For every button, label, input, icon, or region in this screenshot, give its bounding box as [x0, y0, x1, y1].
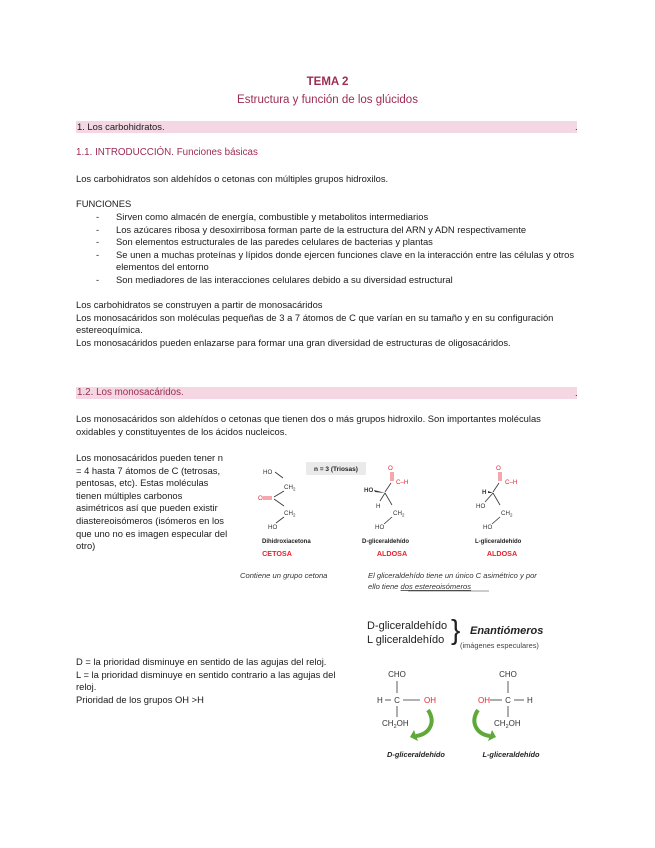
svg-text:OH: OH — [478, 696, 490, 705]
caption-cetona: Contiene un grupo cetona — [240, 571, 328, 580]
svg-text:H: H — [376, 503, 381, 510]
svg-text:C: C — [505, 696, 511, 705]
fischer-d-label: D-gliceraldehído — [387, 750, 445, 759]
page-title: TEMA 2 — [306, 76, 349, 88]
svg-text:C–H: C–H — [505, 479, 518, 486]
aldosa-label-l: ALDOSA — [486, 549, 518, 558]
page-subtitle: Estructura y función de los glúcidos — [237, 94, 418, 106]
subsection-heading-intro: 1.1. INTRODUCCIÓN. Funciones básicas — [76, 147, 258, 158]
svg-text:H: H — [482, 489, 487, 496]
svg-text:CHO: CHO — [388, 670, 406, 679]
list-item: - Son mediadores de las interacciones celulares debido a su diversidad estructural — [96, 273, 453, 285]
section-heading-2-dot: . — [575, 387, 578, 398]
paragraph-line: Los monosacáridos son moléculas pequeñas de 3 a 7 átomos de C que varían en su tamaño y en su configuración estereoquímica. — [76, 311, 554, 336]
aldosa-label-d: ALDOSA — [376, 549, 408, 558]
cetosa-label: CETOSA — [262, 549, 292, 558]
paragraph-line: Los monosacáridos pueden enlazarse para formar una gran diversidad de estructuras de oligosacáridos. — [76, 336, 511, 348]
list-item: - Se unen a muchas proteínas y lípidos donde ejercen funciones clave en la interacción entre las células y otros elementos del entorno — [96, 248, 575, 273]
svg-text:CH2: $CH_2$ — [393, 510, 405, 518]
svg-text:OH: OH — [424, 696, 436, 705]
rule-line: Prioridad de los grupos OH >H — [76, 693, 204, 705]
svg-text:CH2: $CH_2$ — [284, 484, 296, 492]
rule-line: D = la prioridad disminuye en sentido de las agujas del reloj. — [76, 656, 327, 667]
triosas-label: n = 3 (Triosas) — [314, 466, 358, 473]
funciones-heading: FUNCIONES — [76, 198, 132, 209]
svg-text:HO: HO — [364, 487, 374, 494]
svg-text:C–H: C–H — [396, 479, 409, 486]
list-item: - Sirven como almacén de energía, combustible y metabolitos intermediarios — [96, 211, 429, 222]
svg-text:HO: HO — [375, 524, 385, 531]
svg-text:H: H — [527, 696, 533, 705]
svg-text:CH2: $CH_2$ — [284, 510, 296, 518]
svg-text:C: C — [394, 696, 400, 705]
list-item: - Son elementos estructurales de las paredes celulares de bacterias y plantas — [96, 236, 433, 248]
section-heading-2: 1.2. Los monosacáridos. — [77, 387, 184, 398]
enantio-bracket: } — [451, 614, 461, 645]
svg-text:HO: HO — [483, 524, 493, 531]
fischer-l — [474, 670, 533, 741]
d-gliceraldehido-name: D-gliceraldehído — [362, 539, 410, 545]
fischer-l-label: L-gliceraldehído — [482, 750, 540, 759]
svg-text:HO: HO — [476, 503, 486, 510]
enantio-subtitle: (imágenes especulares) — [460, 641, 539, 650]
svg-text:O: O — [388, 465, 393, 472]
list-item: - Los azúcares ribosa y desoxirribosa forman parte de la estructura del ARN y ADN respectivamente — [96, 223, 527, 235]
enantio-line-l: L gliceraldehído — [367, 634, 445, 646]
fischer-d — [377, 670, 436, 741]
section-heading-1-dot: . — [575, 121, 578, 132]
svg-text:CHO: CHO — [499, 670, 517, 679]
dihidroxiacetona-name: Dihidroxiacetona — [262, 539, 311, 545]
svg-text:O: O — [258, 495, 263, 502]
monosacaridos-paragraph: Los monosacáridos son aldehídos o cetonas que tienen dos o más grupos hidroxilo. Son importantes moléculas oxidables y constituyentes de los ácidos nucleicos. — [76, 413, 541, 437]
svg-text:O: O — [496, 465, 501, 472]
l-gliceraldehido-name: L-gliceraldehído — [475, 539, 522, 545]
svg-text:HO: HO — [268, 524, 278, 531]
svg-text:H: H — [377, 696, 383, 705]
caption-gliceraldehido-1: El gliceraldehído tiene un único C asimétrico y por — [368, 571, 537, 580]
svg-text:CH2OH: $CH_2OH$ — [382, 719, 409, 730]
rule-line: L = la prioridad disminuye en sentido contrario a las agujas del reloj. — [76, 668, 336, 693]
svg-text:HO: HO — [263, 469, 273, 476]
enantio-line-d: D-gliceraldehído — [367, 620, 448, 632]
paragraph-line: Los carbohidratos se construyen a partir de monosacáridos — [76, 299, 323, 310]
enantio-title: Enantiómeros — [470, 625, 544, 637]
caption-gliceraldehido-2: ello tiene dos estereoisómeros — [368, 582, 472, 591]
svg-text:CH2: $CH_2$ — [501, 510, 513, 518]
intro-paragraph: Los carbohidratos son aldehídos o cetonas con múltiples grupos hidroxilos. — [76, 173, 389, 184]
svg-text:CH2OH: $CH_2OH$ — [494, 719, 521, 730]
section-heading-1: 1. Los carbohidratos. — [77, 121, 165, 132]
monosacaridos-side-text: Los monosacáridos pueden tener n = 4 hasta 7 átomos de C (tetrosas, pentosas, etc). Estas moléculas tienen múltiples carbonos asimétricos así que pueden existir diastereoisómeros (isómeros en los que uno no es imagen especular del otro) — [76, 452, 228, 552]
